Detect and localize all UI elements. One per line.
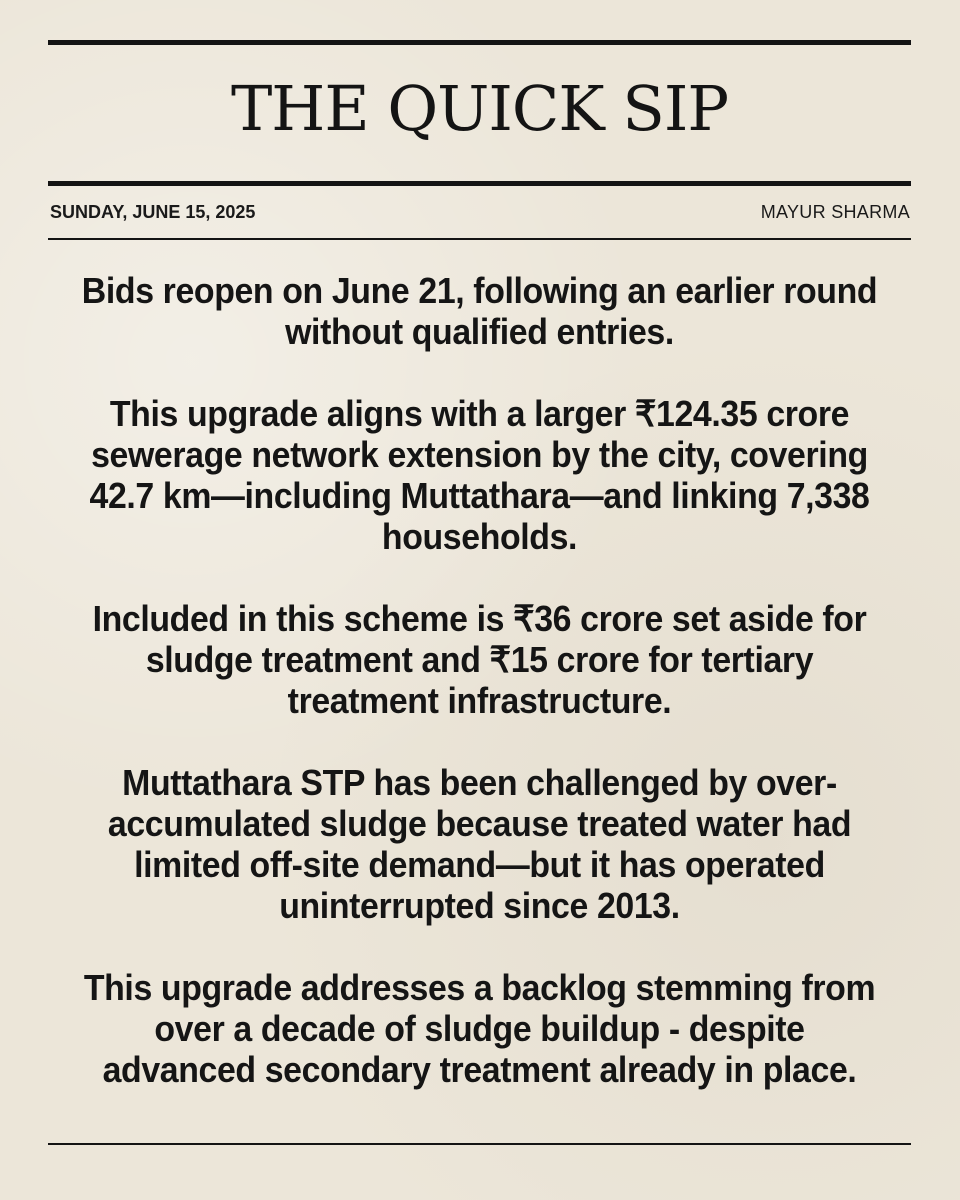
paragraph-sludge-funding: Included in this scheme is ₹36 crore set aside for sludge treatment and ₹15 crore for tertiary treatment infrastructure. bbox=[92, 598, 867, 721]
paragraph-backlog: This upgrade addresses a backlog stemming from over a decade of sludge buildup - despite advanced secondary treatment already in place. bbox=[83, 967, 876, 1090]
dateline-rule bbox=[48, 238, 911, 240]
paragraph-bids-reopen: Bids reopen on June 21, following an earlier round without qualified entries. bbox=[81, 270, 878, 352]
paragraph-stp-challenge: Muttathara STP has been challenged by over-accumulated sludge because treated water had limited off-site demand—but it has operated uninterrupted since 2013. bbox=[107, 762, 852, 926]
issue-date: SUNDAY, JUNE 15, 2025 bbox=[50, 202, 256, 222]
masthead-title: THE QUICK SIP bbox=[230, 72, 729, 145]
author-name: MAYUR SHARMA bbox=[760, 202, 910, 222]
article-body bbox=[74, 270, 885, 1090]
masthead-bottom-rule bbox=[48, 181, 911, 186]
footer-rule bbox=[48, 1143, 911, 1145]
masthead-top-rule bbox=[48, 40, 911, 45]
paragraph-sewerage-extension: This upgrade aligns with a larger ₹124.35 crore sewerage network extension by the city, covering 42.7 km—including Muttathara—and linking 7,338 households. bbox=[89, 393, 870, 557]
